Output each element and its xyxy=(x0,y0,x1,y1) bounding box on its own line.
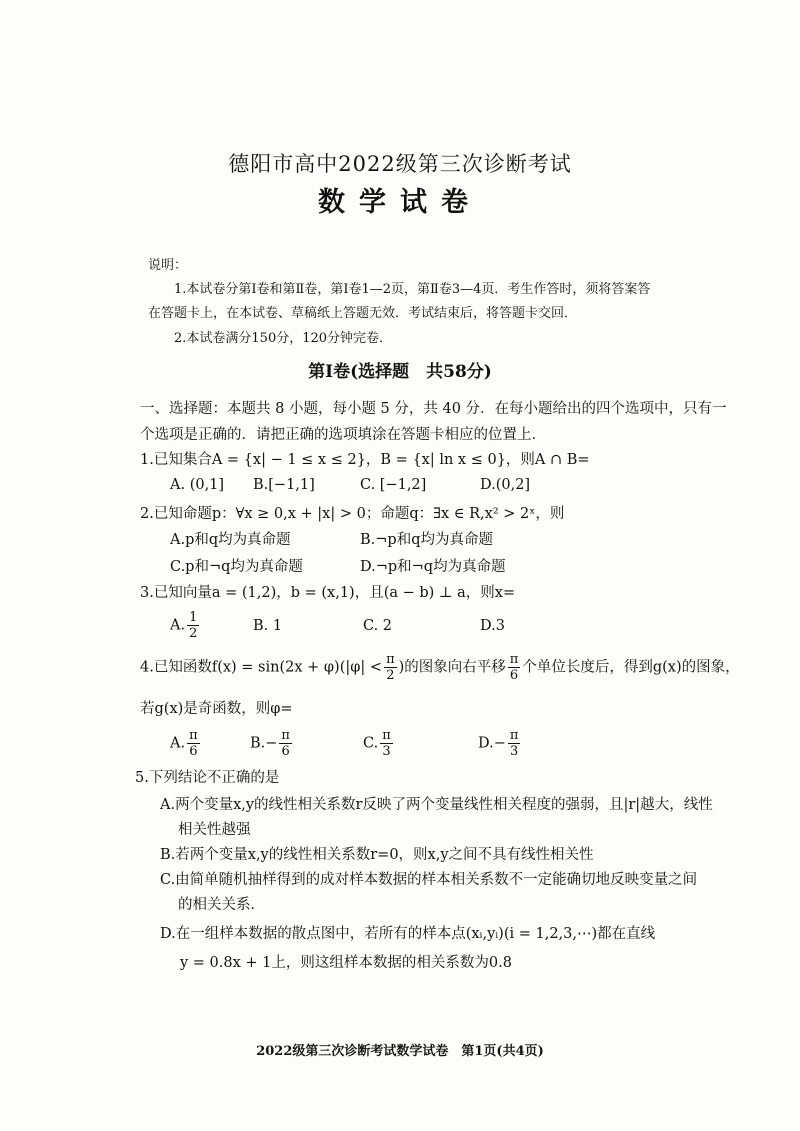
question-3-stem: 3.已知向量a = (1,2)，b = (x,1)，且(a − b) ⊥ a，则x= xyxy=(140,585,516,601)
fraction-numerator: π xyxy=(281,728,290,743)
section-intro-2: 个选项是正确的．请把正确的选项填涂在答题卡相应的位置上． xyxy=(140,427,546,443)
fraction-denominator: 2 xyxy=(386,668,395,683)
question-3-option-b: B. 1 xyxy=(253,618,283,634)
question-2-stem: 2.已知命题p：∀x ≥ 0,x + |x| > 0；命题q：∃x ∈ R,x² > 2ˣ，则 xyxy=(140,506,565,522)
exam-title: 德阳市高中2022级第三次诊断考试 xyxy=(228,152,572,176)
question-3-option-a xyxy=(170,610,201,641)
question-4-stem-part-1: 4.已知函数f(x) = sin(2x + φ)(|φ| < xyxy=(140,659,383,676)
question-2-option-a: A.p和q均为真命题 xyxy=(170,532,291,548)
fraction-denominator: 2 xyxy=(189,626,198,641)
fraction-numerator: 1 xyxy=(189,610,198,625)
question-5-option-c-line-2: 的相关关系． xyxy=(178,897,265,913)
question-4-stem-part-3: 个单位长度后，得到g(x)的图象， xyxy=(522,659,740,676)
fraction-numerator: π xyxy=(189,728,198,743)
question-3-option-c: C. 2 xyxy=(363,618,393,634)
question-5-stem: 5.下列结论不正确的是 xyxy=(135,770,280,786)
question-2-option-c: C.p和¬q均为真命题 xyxy=(170,559,303,575)
question-2-option-d: D.¬p和¬q均为真命题 xyxy=(360,559,506,575)
question-4-stem xyxy=(140,652,740,683)
question-4-stem-part-2: )的图象向右平移 xyxy=(398,659,506,676)
question-4-option-a-fraction xyxy=(187,728,200,759)
question-1-option-b: B.[−1,1] xyxy=(253,477,315,493)
section-intro-1: 一、选择题：本题共 8 小题，每小题 5 分，共 40 分．在每小题给出的四个选项中，只有一 xyxy=(140,401,727,417)
notes-label: 说明： xyxy=(148,258,188,273)
question-5-option-c-line-1: C.由简单随机抽样得到的成对样本数据的样本相关系数不一定能确切地反映变量之间 xyxy=(160,872,698,888)
question-4-option-b-prefix: B.− xyxy=(250,735,278,752)
page-footer: 2022级第三次诊断考试数学试卷 第1页(共4页) xyxy=(256,1044,544,1059)
notes-line-2: 在答题卡上，在本试卷、草稿纸上答题无效．考试结束后，将答题卡交回． xyxy=(148,306,578,321)
question-4-stem-line-2: 若g(x)是奇函数，则φ= xyxy=(140,701,293,717)
question-4-option-d xyxy=(478,728,522,759)
question-5-option-d-line-2: y = 0.8x + 1上，则这组样本数据的相关系数为0.8 xyxy=(180,955,512,971)
fraction-denominator: 3 xyxy=(382,744,391,759)
question-4-option-c-prefix: C. xyxy=(363,735,379,752)
question-1-option-d: D.(0,2] xyxy=(480,477,531,493)
fraction-denominator: 6 xyxy=(189,744,198,759)
question-5-option-b: B.若两个变量x,y的线性相关系数r=0，则x,y之间不具有线性相关性 xyxy=(160,847,594,863)
fraction-denominator: 6 xyxy=(281,744,290,759)
question-3-option-a-fraction xyxy=(187,610,199,641)
fraction-numerator: π xyxy=(509,652,519,667)
question-4-option-d-prefix: D.− xyxy=(478,735,506,752)
question-3-option-a-prefix: A. xyxy=(170,617,186,634)
question-4-option-b-fraction xyxy=(279,728,292,759)
fraction-numerator: π xyxy=(386,652,395,667)
question-4-option-c xyxy=(363,728,395,759)
fraction-denominator: 6 xyxy=(509,668,519,683)
fraction-denominator: 3 xyxy=(510,744,519,759)
question-4-option-c-fraction xyxy=(380,728,393,759)
fraction-numerator: π xyxy=(509,728,519,743)
section-title: 第Ⅰ卷(选择题 共58分) xyxy=(308,362,492,382)
question-4-shift-fraction xyxy=(508,652,521,683)
question-1-option-a: A. (0,1] xyxy=(170,477,225,493)
notes-line-1: 1.本试卷分第Ⅰ卷和第Ⅱ卷，第Ⅰ卷1—2页，第Ⅱ卷3—4页．考生作答时，须将答案答 xyxy=(174,282,651,297)
question-5-option-d-line-1: D.在一组样本数据的散点图中，若所有的样本点(xᵢ,yᵢ)(i = 1,2,3,⋯)都在直线 xyxy=(160,926,656,942)
question-5-option-a-line-2: 相关性越强 xyxy=(178,822,251,838)
exam-subject-title: 数学试卷 xyxy=(318,187,482,218)
fraction-numerator: π xyxy=(382,728,391,743)
question-1-option-c: C. [−1,2] xyxy=(360,477,427,493)
notes-line-3: 2.本试卷满分150分，120分钟完卷． xyxy=(174,331,393,346)
question-3-option-d: D.3 xyxy=(480,618,505,634)
question-1-stem: 1.已知集合A = {x| − 1 ≤ x ≤ 2}，B = {x| ln x ≤ 0}，则A ∩ B= xyxy=(140,452,590,468)
question-4-option-d-fraction xyxy=(508,728,521,759)
question-5-option-a-line-1: A.两个变量x,y的线性相关系数r反映了两个变量线性相关程度的强弱，且|r|越大，线性 xyxy=(160,797,713,813)
question-4-phi-bound-fraction xyxy=(384,652,397,683)
question-4-option-a-prefix: A. xyxy=(170,735,186,752)
question-4-option-a xyxy=(170,728,202,759)
question-4-option-b xyxy=(250,728,294,759)
question-2-option-b: B.¬p和q均为真命题 xyxy=(360,532,493,548)
